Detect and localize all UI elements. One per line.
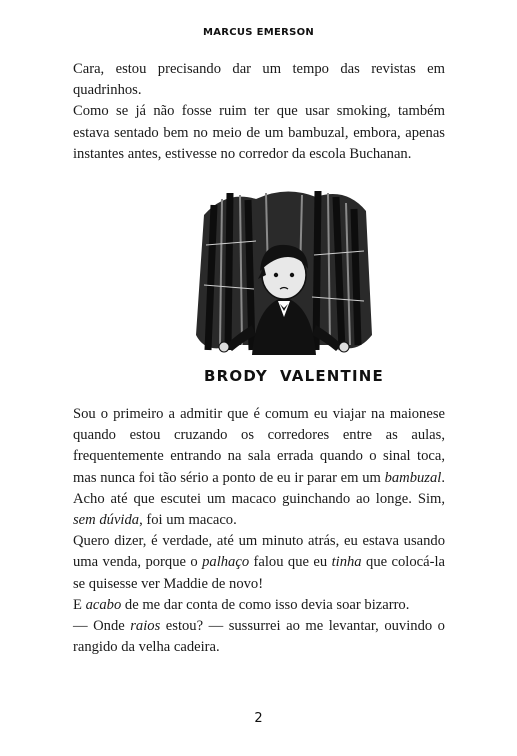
text-block-bottom: [73, 404, 445, 658]
paragraph: E acabo de me dar conta de como isso devia soar bizarro.: [73, 596, 410, 613]
paragraph: Como se já não fosse ruim ter que usar smoking, também estava sentado bem no meio de um bambuzal, embora, apenas instantes antes, estivesse no corredor da escola Buchanan.: [73, 103, 445, 162]
paragraph: Cara, estou precisando dar um tempo das revistas em quadrinhos.: [73, 61, 445, 99]
caption-first-name: BRODY: [204, 367, 268, 385]
paragraph: — Onde raios estou? — sussurrei ao me levantar, ouvindo o rangido da velha cadeira.: [73, 618, 445, 656]
caption-last-name: VALENTINE: [280, 367, 384, 385]
brody-valentine-illustration: [196, 185, 384, 393]
page-number: 2: [254, 711, 263, 726]
running-header-author: MARCUS EMERSON: [202, 27, 315, 38]
text-block-top: [73, 59, 445, 165]
paragraph: Quero dizer, é verdade, até um minuto atrás, eu estava usando uma venda, porque o palhaço falou que eu tinha que colocá-la se quisesse ver Maddie de novo!: [73, 533, 445, 592]
paragraph: Sou o primeiro a admitir que é comum eu viajar na maionese quando estou cruzando os corredores entre as aulas, frequentemente entrando na sala errada quando o sinal toca, mas nunca foi tão sério a ponto de eu ir parar em um bambuzal. Acho até que escutei um macaco guinchando ao longe. Sim, sem dúvida, foi um macaco.: [73, 406, 445, 529]
